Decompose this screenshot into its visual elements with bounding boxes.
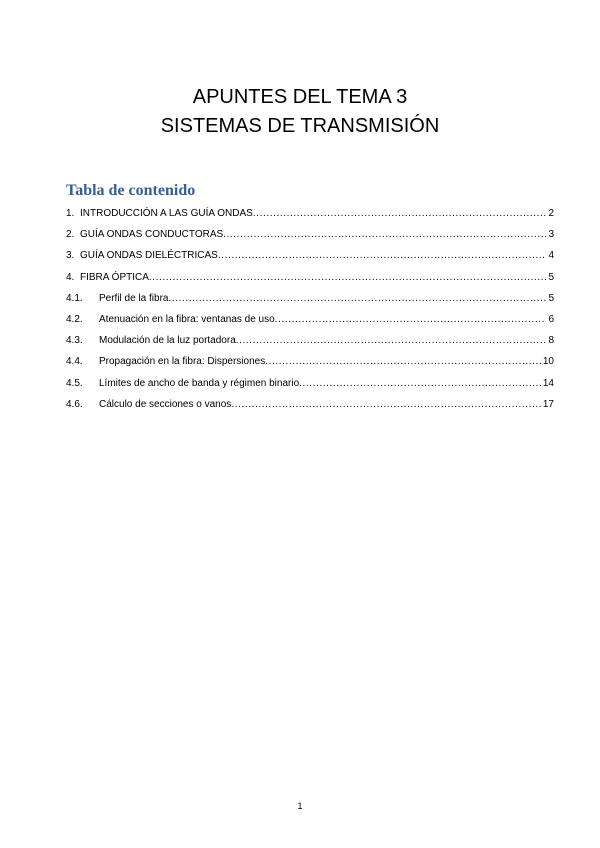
page-number: 1 (297, 801, 303, 811)
toc-entry-page[interactable]: 8 (548, 335, 554, 347)
toc-heading: Tabla de contenido (66, 182, 196, 199)
document-title-line-1: APUNTES DEL TEMA 3 (192, 86, 408, 108)
toc-entry[interactable] (66, 292, 554, 313)
toc-entry[interactable] (66, 271, 554, 292)
toc-dot-leader (236, 334, 547, 348)
toc-entry-page[interactable]: 10 (542, 356, 554, 368)
toc-entry-title[interactable]: GUÍA ONDAS CONDUCTORAS (80, 229, 224, 241)
toc-entry-title[interactable]: Límites de ancho de banda y régimen binario (99, 377, 300, 389)
toc-entry-page[interactable]: 14 (542, 377, 554, 389)
toc-entry-title[interactable]: GUÍA ONDAS DIELÉCTRICAS (80, 250, 218, 262)
document-title-line-2: SISTEMAS DE TRANSMISIÓN (160, 115, 440, 137)
toc-dot-leader (275, 313, 547, 327)
table-of-contents (66, 207, 554, 419)
toc-entry-page[interactable]: 2 (548, 208, 554, 219)
toc-entry[interactable] (66, 398, 554, 419)
toc-entry-title[interactable]: Propagación en la fibra: Dispersiones (99, 356, 266, 368)
toc-entry[interactable] (66, 355, 554, 376)
toc-entry-number: 2. (66, 229, 75, 241)
toc-entry-number: 4.3. (66, 335, 83, 347)
toc-entry-title[interactable]: Atenuación en la fibra: ventanas de uso (99, 313, 275, 325)
toc-entry-page[interactable]: 5 (548, 271, 554, 283)
toc-entry-page[interactable]: 5 (548, 292, 554, 304)
toc-entry[interactable] (66, 228, 554, 249)
toc-entry-page[interactable]: 6 (548, 313, 554, 325)
toc-entry-number: 1. (66, 208, 75, 219)
toc-entry-title[interactable]: FIBRA ÓPTICA (80, 271, 149, 283)
toc-dot-leader (253, 207, 547, 221)
toc-entry[interactable] (66, 207, 554, 228)
toc-entry-title[interactable]: INTRODUCCIÓN A LAS GUÍA ONDAS (80, 208, 253, 219)
toc-dot-leader (231, 398, 541, 412)
toc-entry-page[interactable]: 3 (548, 229, 554, 241)
toc-entry-page[interactable]: 4 (548, 250, 554, 262)
toc-dot-leader (218, 249, 547, 263)
toc-entry-title[interactable]: Perfil de la fibra (99, 292, 169, 304)
toc-entry-number: 4. (66, 271, 75, 283)
toc-dot-leader (223, 228, 546, 242)
toc-dot-leader (299, 377, 541, 391)
toc-entry-page[interactable]: 17 (542, 398, 554, 410)
toc-entry-number: 4.1. (66, 292, 83, 304)
toc-entry[interactable] (66, 313, 554, 334)
toc-dot-leader (168, 292, 546, 306)
toc-entry-number: 4.2. (66, 313, 83, 325)
toc-dot-leader (265, 355, 541, 369)
toc-dot-leader (149, 271, 547, 285)
toc-entry-title[interactable]: Cálculo de secciones o vanos (99, 398, 232, 410)
toc-entry-title[interactable]: Modulación de la luz portadora (99, 335, 236, 347)
toc-entry-number: 4.4. (66, 356, 83, 368)
toc-entry[interactable] (66, 377, 554, 398)
toc-entry[interactable] (66, 334, 554, 355)
toc-entry-number: 4.5. (66, 377, 83, 389)
toc-entry-number: 3. (66, 250, 75, 262)
toc-entry-number: 4.6. (66, 398, 83, 410)
toc-entry[interactable] (66, 249, 554, 270)
